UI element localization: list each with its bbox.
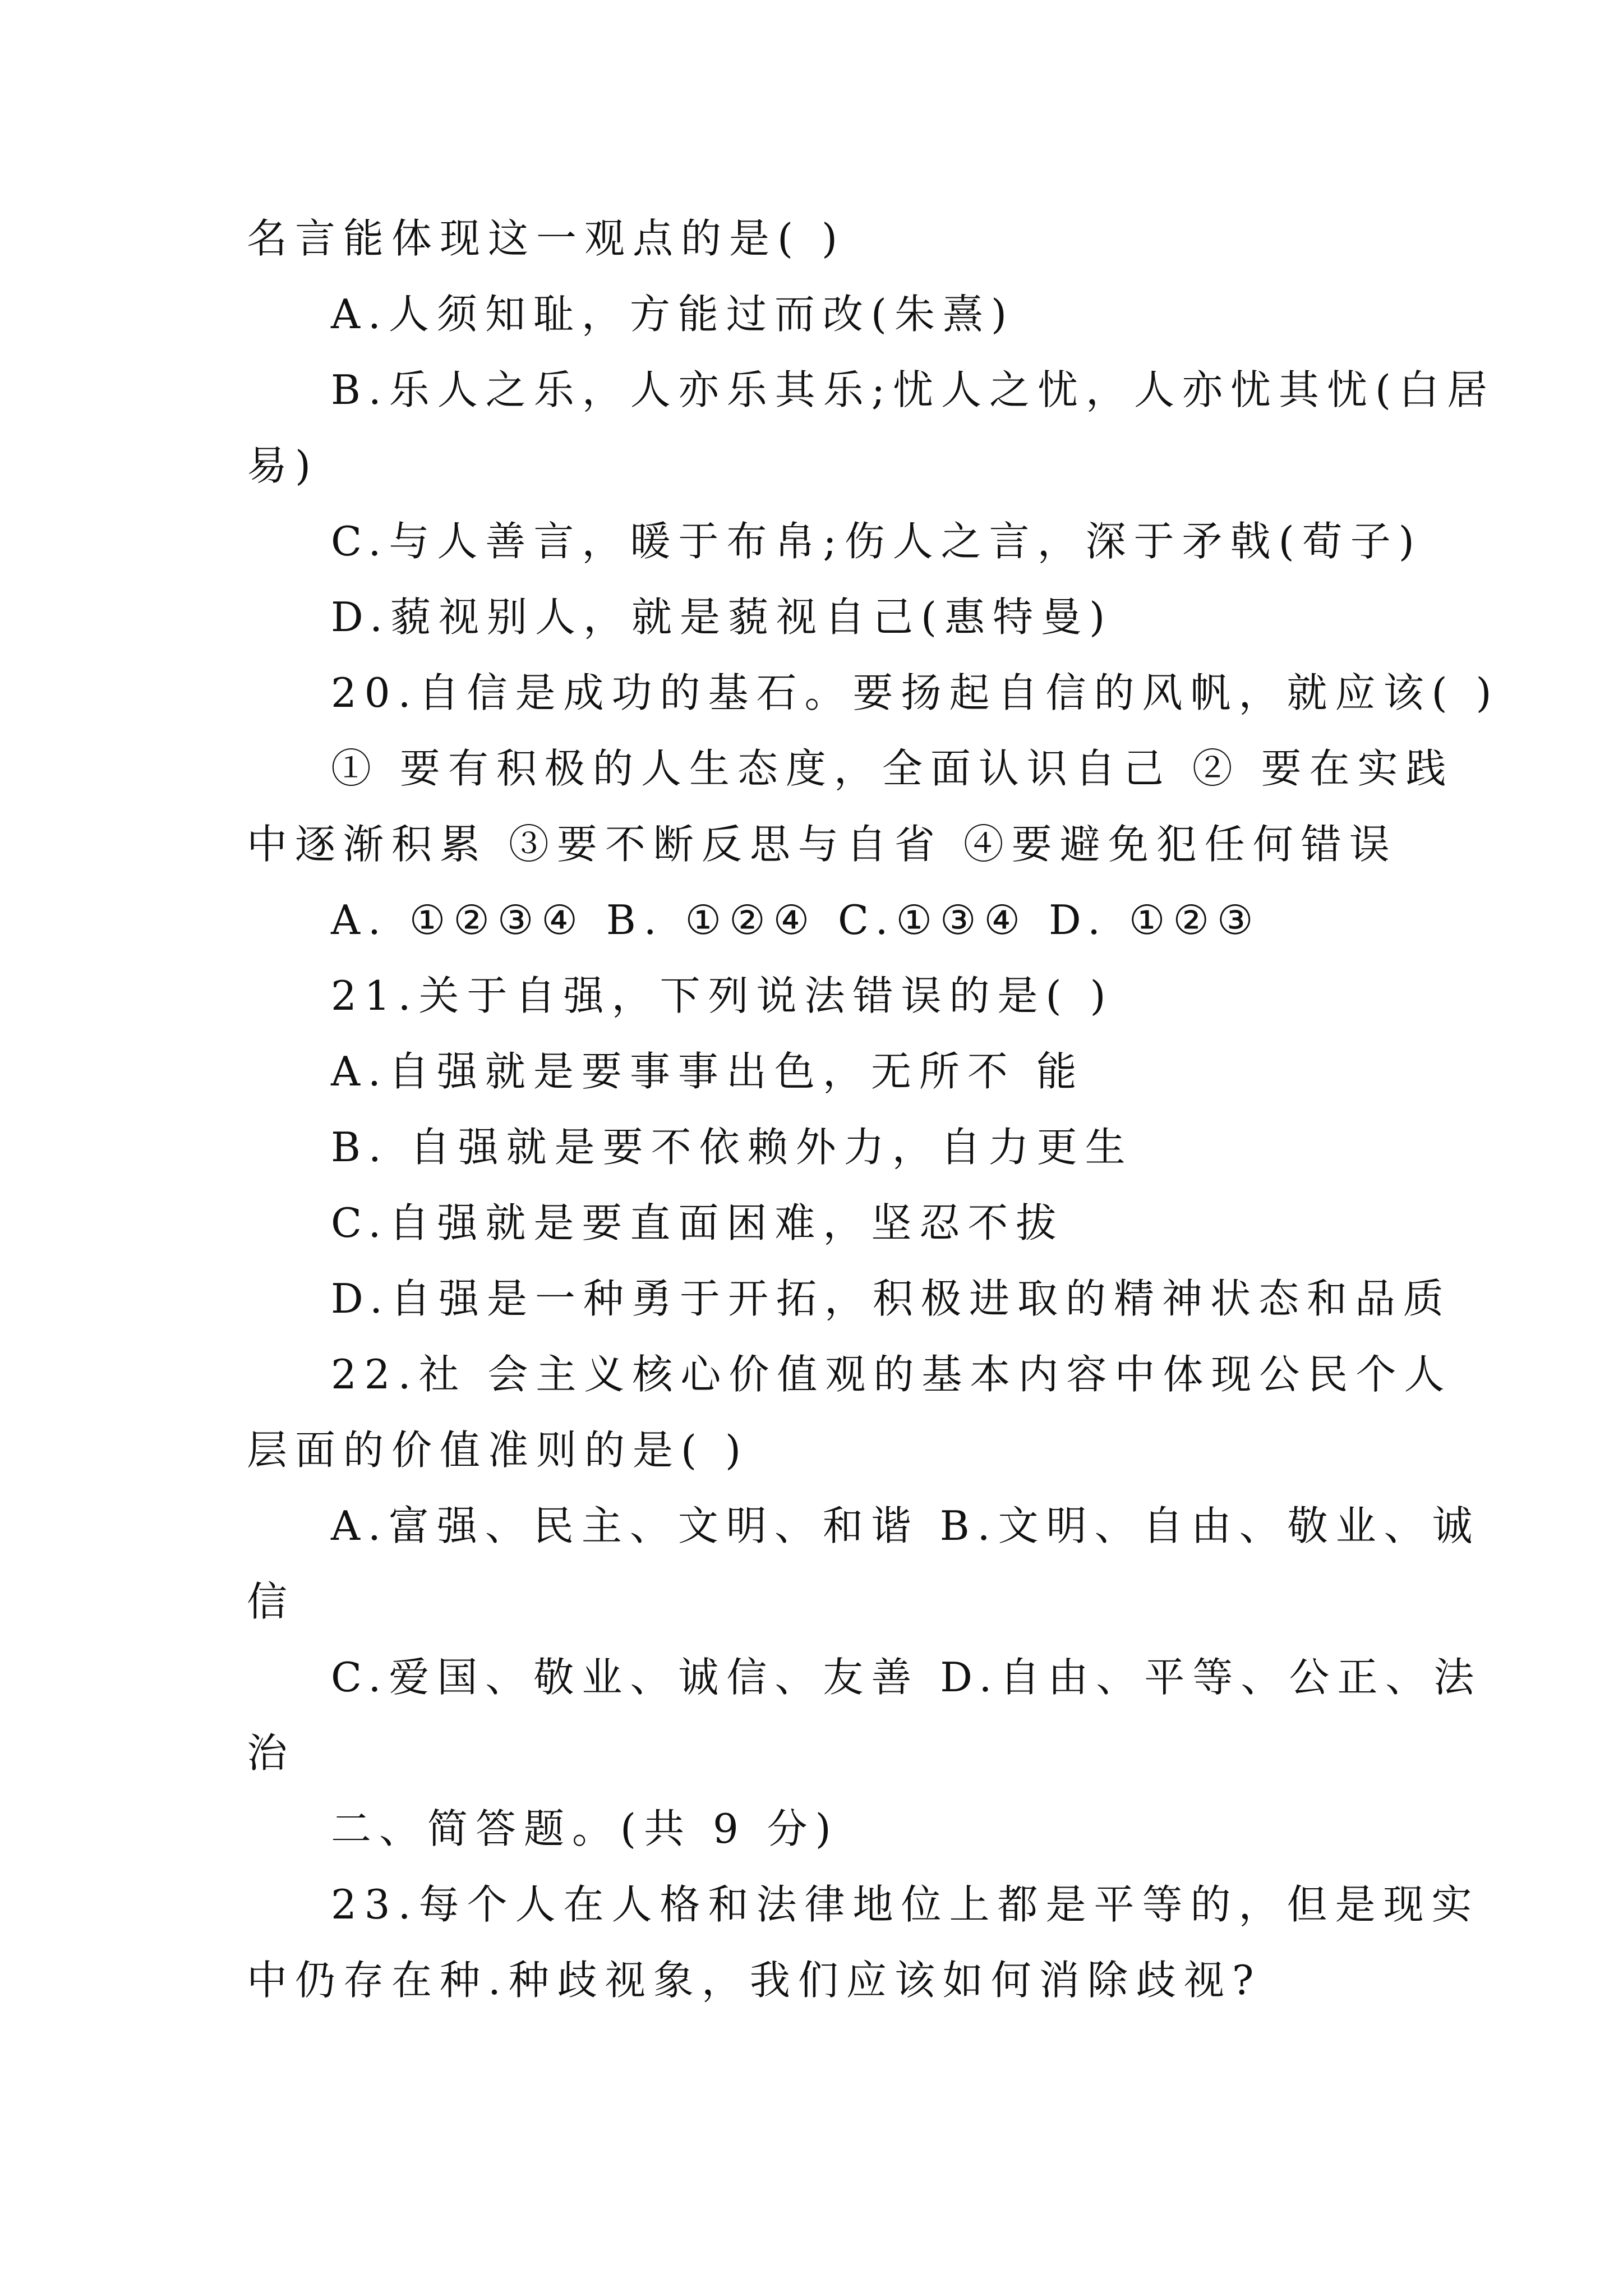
q20-options: A. ①②③④ B. ①②④ C.①③④ D. ①②③	[331, 896, 1261, 944]
q22-options-cd: C.爱国、敬业、诚信、友善 D.自由、平等、公正、法	[331, 1654, 1482, 1701]
q21-option-c: C.自强就是要直面困难，坚忍不拔	[331, 1199, 1064, 1246]
q19-option-d: D.藐视别人，就是藐视自己(惠特曼)	[331, 593, 1113, 641]
question-23-stem-cont: 中仍存在种.种歧视象，我们应该如何消除歧视?	[247, 1957, 1262, 2004]
question-23-stem: 23.每个人在人格和法律地位上都是平等的，但是现实	[331, 1881, 1480, 1928]
question-22-stem-cont: 层面的价值准则的是( )	[247, 1427, 749, 1474]
question-22-stem: 22.社 会主义核心价值观的基本内容中体现公民个人	[331, 1351, 1453, 1398]
q19-option-b-cont: 易)	[247, 442, 319, 489]
q21-option-d: D.自强是一种勇于开拓，积极进取的精神状态和品质	[331, 1275, 1452, 1322]
q19-option-b: B.乐人之乐，人亦乐其乐;忧人之忧，人亦忧其忧(白居	[331, 366, 1496, 413]
q19-option-a: A.人须知耻，方能过而改(朱熹)	[331, 291, 1015, 338]
q20-statements: ① 要有积极的人生态度，全面认识自己 ② 要在实践	[331, 745, 1454, 792]
q20-statements-cont: 中逐渐积累 ③要不断反思与自省 ④要避免犯任何错误	[247, 821, 1398, 868]
section-heading-short-answer: 二、简答题。(共 9 分)	[331, 1805, 839, 1852]
q22-options-ab-cont: 信	[247, 1578, 296, 1625]
q21-option-a: A.自强就是要事事出色，无所不 能	[331, 1048, 1085, 1095]
q22-options-ab: A.富强、民主、文明、和谐 B.文明、自由、敬业、诚	[331, 1502, 1481, 1549]
question-21-stem: 21.关于自强，下列说法错误的是( )	[331, 972, 1114, 1019]
question-20-stem: 20.自信是成功的基石。要扬起自信的风帆，就应该( )	[331, 669, 1500, 716]
q21-option-b: B. 自强就是要不依赖外力，自力更生	[331, 1124, 1133, 1171]
q22-options-cd-cont: 治	[247, 1729, 296, 1777]
question-19-stem-end: 名言能体现这一观点的是( )	[247, 215, 846, 262]
q19-option-c: C.与人善言，暖于布帛;伤人之言，深于矛戟(荀子)	[331, 518, 1422, 565]
